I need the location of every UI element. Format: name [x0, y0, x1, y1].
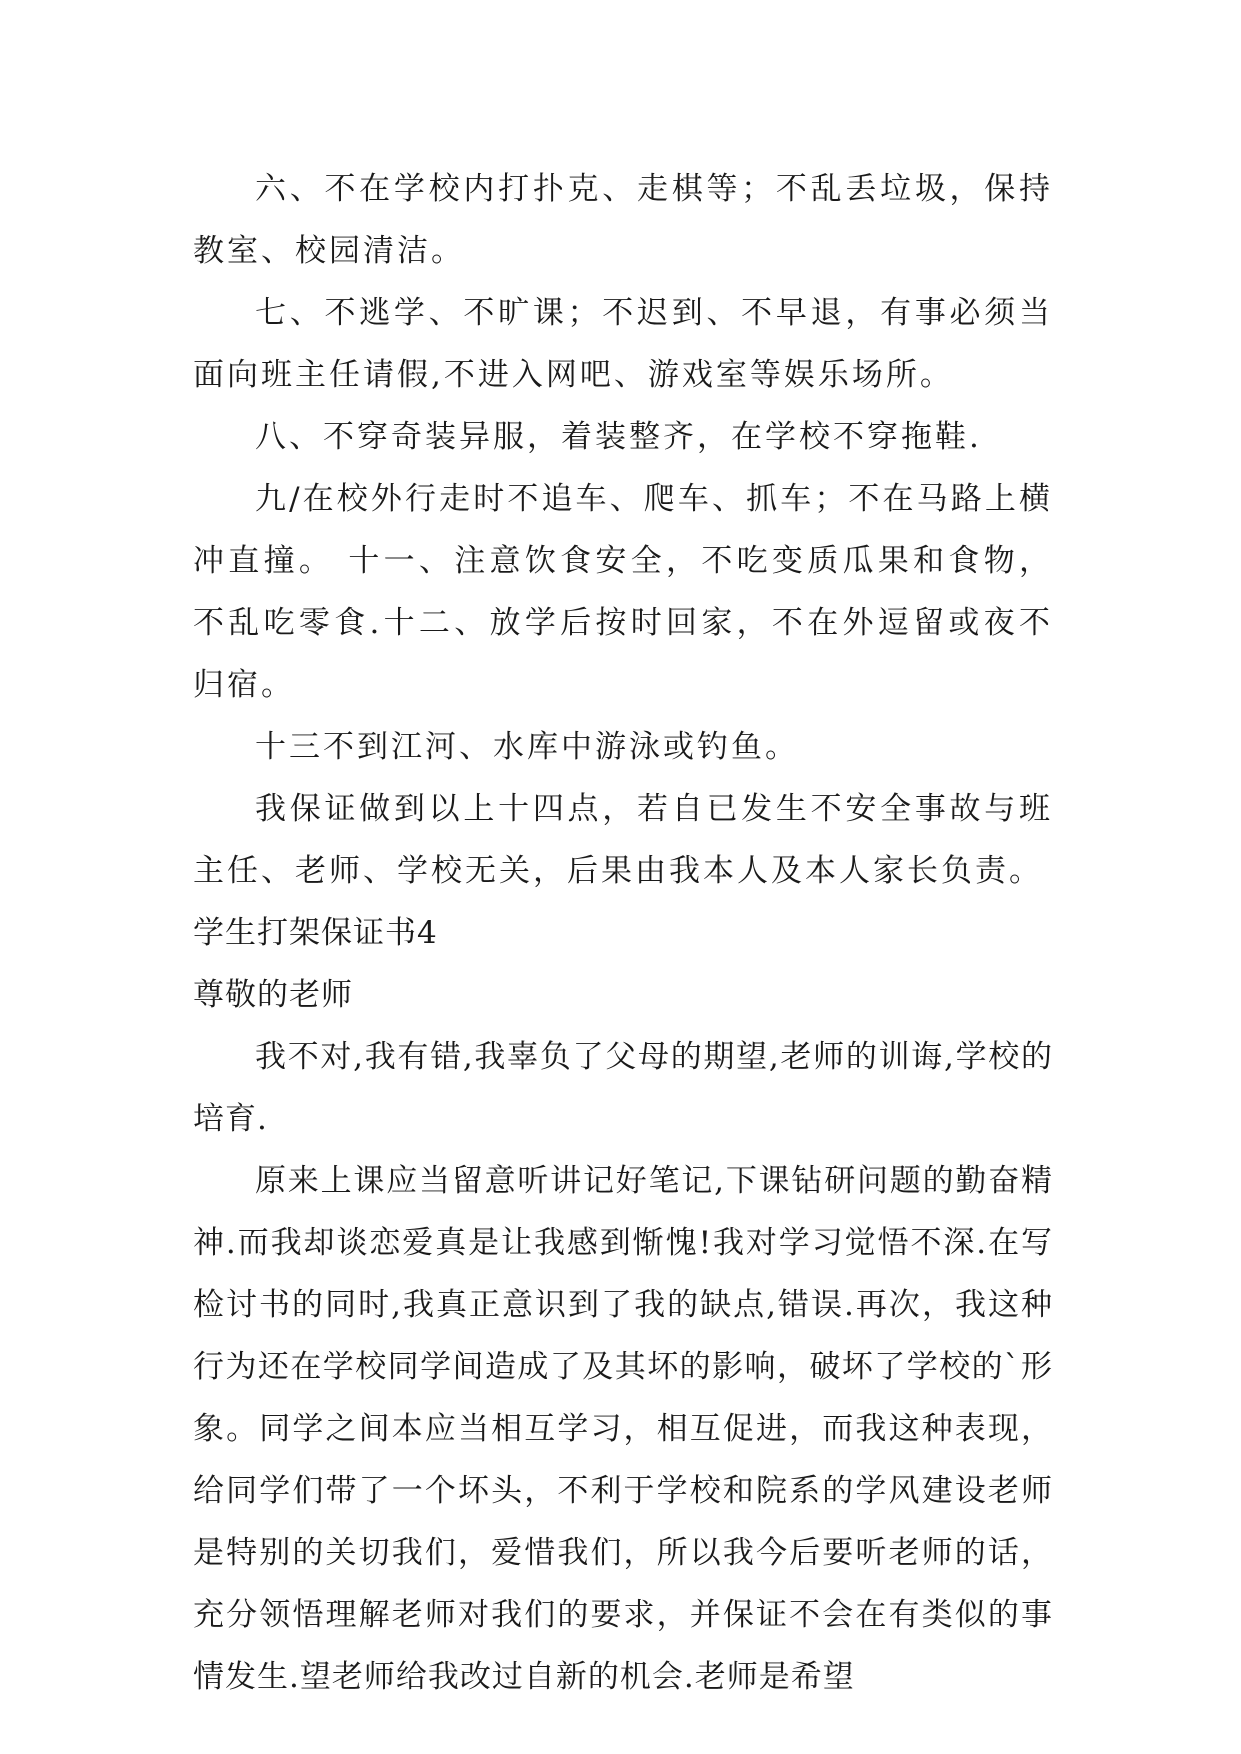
- pledge-paragraph: 我保证做到以上十四点，若自已发生不安全事故与班主任、老师、学校无关，后果由我本人及本人家长负责。: [193, 791, 1053, 889]
- rule-paragraph-6: 六、不在学校内打扑克、走棋等；不乱丢垃圾，保持教室、校园清洁。: [193, 171, 1053, 269]
- document-body: [193, 158, 1053, 1708]
- rule-paragraph-7: 七、不逃学、不旷课；不迟到、不早退，有事必须当面向班主任请假,不进入网吧、游戏室等娱乐场所。: [193, 295, 1053, 393]
- letter-paragraph-2: 原来上课应当留意听讲记好笔记,下课钻研问题的勤奋精神.而我却谈恋爱真是让我感到惭愧!我对学习觉悟不深.在写检讨书的同时,我真正意识到了我的缺点,错误.再次，我这种行为还在学校同学间造成了及其坏的影响，破坏了学校的`形象。同学之间本应当相互学习，相互促进，而我这种表现，给同学们带了一个坏头，不利于学校和院系的学风建设老师是特别的关切我们，爱惜我们，所以我今后要听老师的话，充分领悟理解老师对我们的要求，并保证不会在有类似的事情发生.望老师给我改过自新的机会.老师是希望: [193, 1163, 1053, 1695]
- section-title: 学生打架保证书4: [193, 915, 438, 951]
- letter-paragraph-1: 我不对,我有错,我辜负了父母的期望,老师的训诲,学校的培育.: [193, 1039, 1053, 1137]
- rule-paragraph-9-12: 九/在校外行走时不追车、爬车、抓车；不在马路上横冲直撞。 十一、注意饮食安全，不吃变质瓜果和食物，不乱吃零食.十二、放学后按时回家，不在外逗留或夜不归宿。: [193, 481, 1053, 703]
- salutation: 尊敬的老师: [193, 977, 353, 1013]
- rule-paragraph-8: 八、不穿奇装异服，着装整齐，在学校不穿拖鞋.: [255, 419, 982, 455]
- rule-paragraph-13: 十三不到江河、水库中游泳或钓鱼。: [255, 729, 799, 765]
